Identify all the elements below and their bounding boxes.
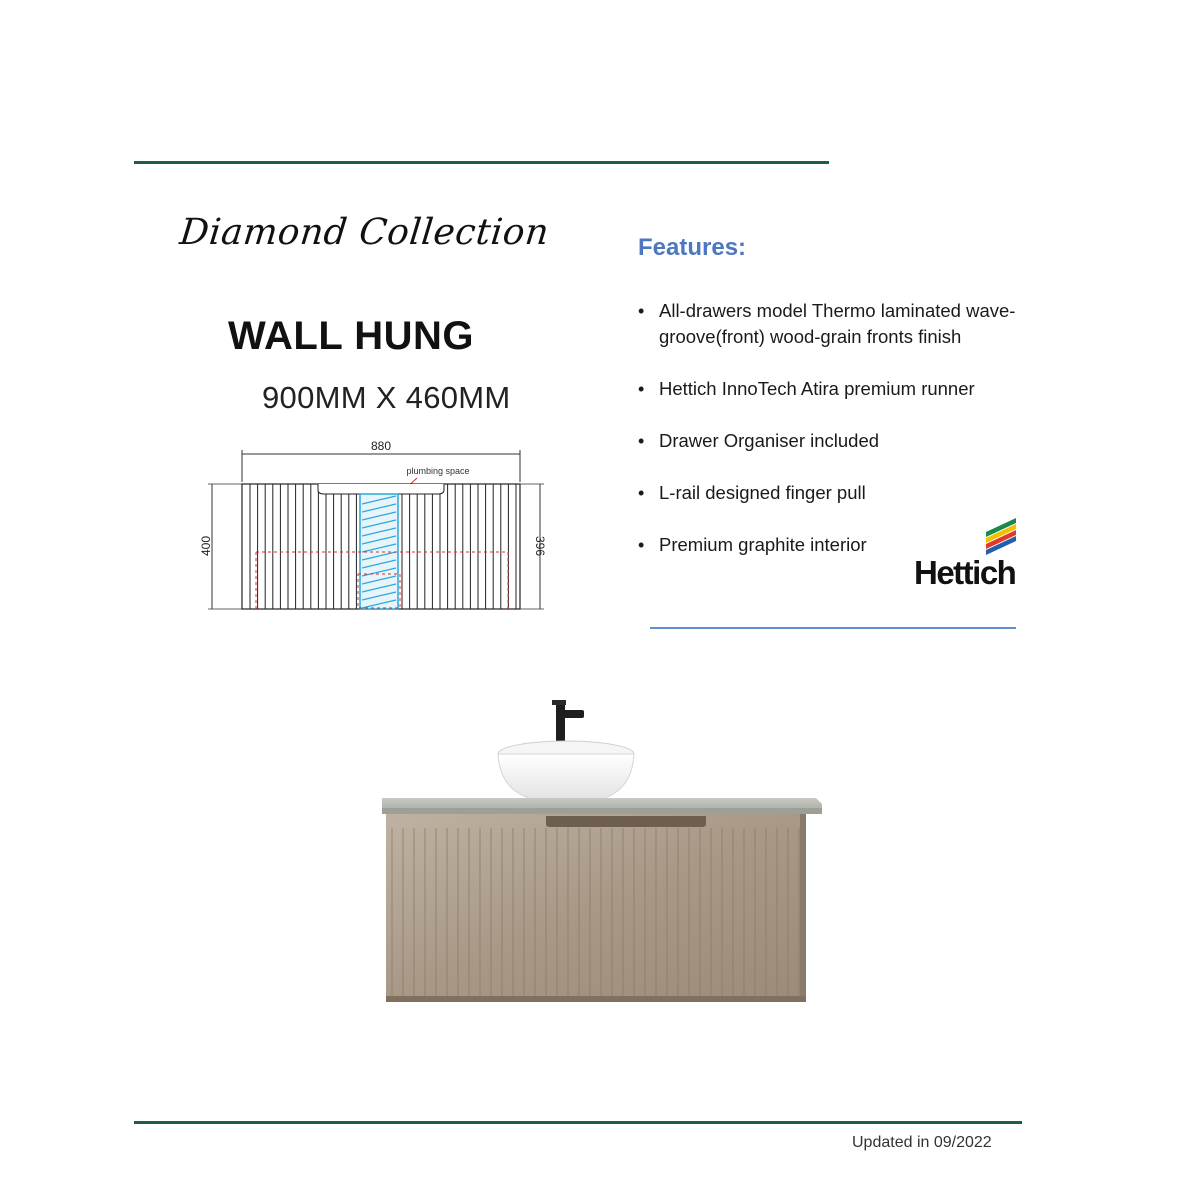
width-dimension-label: 880 <box>370 439 392 453</box>
bullet-icon: • <box>638 301 645 321</box>
bullet-icon: • <box>638 535 645 555</box>
collection-brand: Diamond Collection <box>177 212 552 253</box>
technical-drawing <box>198 434 548 614</box>
vanity-product-image <box>376 696 826 1006</box>
hettich-logo <box>914 518 1029 590</box>
height-right-label: 396 <box>533 535 547 557</box>
bullet-icon: • <box>638 483 645 503</box>
hettich-logo-text: Hettich <box>914 554 1016 591</box>
feature-item <box>638 480 1018 506</box>
hettich-stripes-icon <box>914 518 1029 558</box>
product-size: 900MM X 460MM <box>262 380 511 415</box>
feature-item <box>638 428 1018 454</box>
height-left-label: 400 <box>199 535 213 557</box>
feature-text: Drawer Organiser included <box>659 430 880 451</box>
bullet-icon: • <box>638 431 645 451</box>
bottom-rule <box>134 1121 1022 1124</box>
features-divider <box>650 627 1016 629</box>
features-title: Features: <box>638 234 747 261</box>
bullet-icon: • <box>638 379 645 399</box>
product-type-title: WALL HUNG <box>228 314 474 358</box>
feature-text: Hettich InnoTech Atira premium runner <box>659 378 975 399</box>
plumbing-space-label: plumbing space <box>406 466 470 476</box>
feature-text: All-drawers model Thermo laminated wave-groove(front) wood-grain fronts finish <box>659 300 1016 347</box>
updated-date: Updated in 09/2022 <box>852 1134 992 1151</box>
feature-item <box>638 376 1018 402</box>
feature-item <box>638 298 1018 350</box>
top-rule <box>134 161 829 164</box>
feature-text: Premium graphite interior <box>659 534 867 555</box>
feature-text: L-rail designed finger pull <box>659 482 866 503</box>
